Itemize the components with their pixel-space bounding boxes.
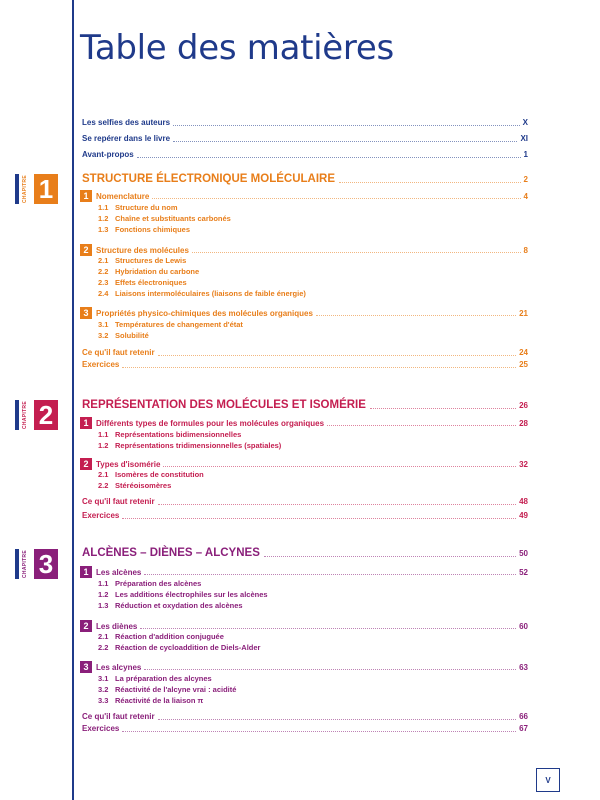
subsection[interactable]: 3.1 La préparation des alcynes — [98, 674, 212, 683]
section-page: 60 — [519, 621, 528, 631]
section-title: Structure des molécules — [96, 245, 189, 255]
chapter-1-section-3[interactable] — [80, 307, 528, 319]
subsection[interactable]: 3.2 Réactivité de l'alcyne vrai : acidité — [98, 685, 237, 694]
chapter-1-exercices[interactable]: Exercices 25 — [82, 360, 528, 369]
section-page: 8 — [523, 245, 528, 255]
section-title: Différents types de formules pour les molécules organiques — [96, 418, 325, 428]
chapter-word: CHAPITRE — [22, 175, 28, 203]
section-title: Les diènes — [96, 621, 138, 631]
chapter-word: CHAPITRE — [22, 550, 28, 578]
subsection[interactable]: 3.3 Réactivité de la liaison π — [98, 696, 204, 705]
chapter-title: STRUCTURE ÉLECTRONIQUE MOLÉCULAIRE — [82, 173, 335, 185]
section-title: Propriétés physico-chimiques des molécules organiques — [96, 308, 313, 318]
section-number: 1 — [80, 190, 92, 202]
subsection[interactable]: 1.3 Fonctions chimiques — [98, 225, 191, 234]
chapter-number: 3 — [34, 549, 58, 579]
subsection[interactable]: 2.2 Stéréoisomères — [98, 481, 172, 490]
chapter-page: 26 — [519, 401, 528, 410]
section-page: 28 — [519, 418, 528, 428]
section-page: 21 — [519, 308, 528, 318]
section-number: 3 — [80, 307, 92, 319]
chapter-page: 2 — [523, 175, 528, 184]
chapter-3-exercices[interactable]: Exercices 67 — [82, 724, 528, 733]
chapter-3-section-3[interactable] — [80, 661, 528, 673]
chapter-title: ALCÈNES – DIÈNES – ALCYNES — [82, 547, 260, 559]
toc-entry-label: Se repérer dans le livre — [82, 134, 171, 143]
chapter-title: REPRÉSENTATION DES MOLÉCULES ET ISOMÉRIE — [82, 399, 366, 411]
chapter-3-section-1[interactable] — [80, 566, 528, 578]
subsection[interactable]: 1.2 Les additions électrophiles sur les alcènes — [98, 590, 268, 599]
chapter-1-heading[interactable] — [82, 172, 528, 186]
subsection[interactable]: 1.1 Représentations bidimensionnelles — [98, 430, 242, 439]
toc-entry-page: 1 — [523, 150, 528, 159]
chapter-1-section-1[interactable] — [80, 190, 528, 202]
subsection[interactable]: 2.4 Liaisons intermoléculaires (liaisons de faible énergie) — [98, 289, 306, 298]
chapter-number: 1 — [34, 174, 58, 204]
section-title: Nomenclature — [96, 191, 150, 201]
chapter-3-retenir[interactable]: Ce qu'il faut retenir 66 — [82, 712, 528, 721]
toc-entry-label: Avant-propos — [82, 150, 134, 159]
chapter-2-section-1[interactable] — [80, 417, 528, 429]
subsection[interactable]: 2.3 Effets électroniques — [98, 278, 187, 287]
chapter-page: 50 — [519, 549, 528, 558]
toc-entry-page: X — [522, 118, 528, 127]
toc-entry-avant-propos[interactable] — [82, 149, 528, 160]
subsection[interactable]: 2.2 Réaction de cycloaddition de Diels-Alder — [98, 643, 261, 652]
section-title: Les alcynes — [96, 662, 142, 672]
toc-entry-reperer[interactable] — [82, 133, 528, 144]
section-title: Les alcènes — [96, 567, 142, 577]
page-title: Table des matières — [80, 28, 394, 68]
subsection[interactable]: 2.2 Hybridation du carbone — [98, 267, 200, 276]
section-number: 2 — [80, 244, 92, 256]
subsection[interactable]: 1.3 Réduction et oxydation des alcènes — [98, 601, 243, 610]
chapter-2-retenir[interactable]: Ce qu'il faut retenir 48 — [82, 497, 528, 506]
section-title: Types d'isomérie — [96, 459, 161, 469]
section-page: 32 — [519, 459, 528, 469]
toc-entry-page: XI — [520, 134, 528, 143]
section-number: 2 — [80, 458, 92, 470]
section-number: 2 — [80, 620, 92, 632]
section-number: 1 — [80, 566, 92, 578]
toc-entry-selfies[interactable] — [82, 117, 528, 128]
section-page: 63 — [519, 662, 528, 672]
toc-entry-label: Les selfies des auteurs — [82, 118, 171, 127]
section-page: 52 — [519, 567, 528, 577]
section-number: 1 — [80, 417, 92, 429]
margin-rule — [72, 0, 74, 800]
subsection[interactable]: 1.2 Représentations tridimensionnelles (spatiales) — [98, 441, 282, 450]
subsection[interactable]: 2.1 Réaction d'addition conjuguée — [98, 632, 224, 641]
page-number: V — [536, 768, 560, 792]
subsection[interactable]: 2.1 Isomères de constitution — [98, 470, 204, 479]
subsection[interactable]: 2.1 Structures de Lewis — [98, 256, 187, 265]
subsection[interactable]: 3.2 Solubilité — [98, 331, 149, 340]
chapter-badge-1 — [15, 174, 70, 204]
chapter-1-retenir[interactable]: Ce qu'il faut retenir 24 — [82, 348, 528, 357]
subsection[interactable]: 3.1 Températures de changement d'état — [98, 320, 243, 329]
subsection[interactable]: 1.1 Structure du nom — [98, 203, 178, 212]
chapter-number: 2 — [34, 400, 58, 430]
chapter-badge-3 — [15, 549, 70, 579]
section-number: 3 — [80, 661, 92, 673]
section-page: 4 — [523, 191, 528, 201]
chapter-badge-2 — [15, 400, 70, 430]
subsection[interactable]: 1.1 Préparation des alcènes — [98, 579, 202, 588]
chapter-2-heading[interactable] — [82, 398, 528, 412]
subsection[interactable]: 1.2 Chaîne et substituants carbonés — [98, 214, 231, 223]
chapter-word: CHAPITRE — [22, 401, 28, 429]
chapter-2-exercices[interactable]: Exercices 49 — [82, 511, 528, 520]
chapter-3-heading[interactable] — [82, 546, 528, 560]
